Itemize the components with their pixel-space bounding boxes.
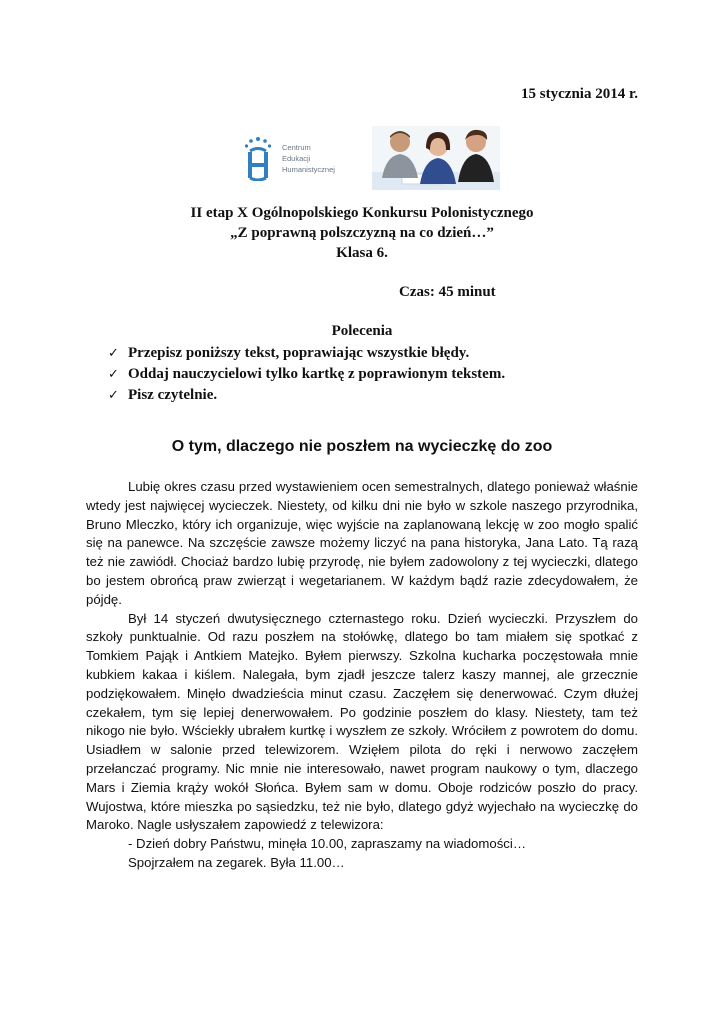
document-date: 15 stycznia 2014 r. — [521, 86, 638, 102]
logo-line-1: Centrum — [282, 142, 311, 152]
instruction-item — [108, 385, 505, 406]
heading-line-2: „Z poprawną polszczyzną na co dzień…” — [230, 225, 494, 241]
logo-line-2: Edukacji — [282, 153, 311, 163]
checkmark-icon: ✓ — [108, 388, 119, 403]
logo-line-3: Humanistycznej — [282, 164, 335, 174]
essay-body — [86, 478, 638, 873]
instructions-list — [108, 343, 505, 406]
heading-line-3: Klasa 6. — [336, 245, 388, 261]
heading-line-1: II etap X Ogólnopolskiego Konkursu Polonistycznego — [190, 205, 534, 221]
students-photo — [372, 126, 500, 190]
instruction-text: Przepisz poniższy tekst, poprawiając wszystkie błędy. — [128, 345, 470, 361]
checkmark-icon: ✓ — [108, 346, 119, 361]
essay-title: O tym, dlaczego nie poszłem na wycieczkę do zoo — [171, 438, 553, 455]
checkmark-icon: ✓ — [108, 367, 119, 382]
institution-logo — [226, 125, 500, 191]
time-limit: Czas: 45 minut — [399, 284, 496, 300]
essay-final-line: Spojrzałem na zegarek. Była 11.00… — [128, 854, 345, 870]
essay-paragraph: Był 14 styczeń dwutysięcznego czternastego roku. Dzień wycieczki. Przyszłem do szkoły punktualnie. Od razu poszłem na stołówkę, dlatego bo tam miałem się spotkać z Tomkiem Pająk i Antkiem Matejko. Byłem pierwszy. Szkolna kucharka poczęstowała mnie kubkiem kakaa i kiślem. Nalegała, bym zjadł jeszcze talerz kaszy mannej, ale grzecznie podziękowałem. Minęło dwadzieścia minut czasu. Zaczęłem się denerwować. Czym dłużej czekałem, tym się lepiej denerwowałem. Po godzinie poszłem do klasy. Niestety, tam też nikogo nie było. Wściekły ubrałem kurtkę i wyszłem ze szkoły. Wróciłem z powrotem do domu. Usiadłem w salonie przed telewizorem. Wzięłem pilota do ręki i nerwowo zaczęłem przełanczać programy. Nic mnie nie interesowało, nawet program naukowy o tym, dlaczego Mars i Ziemia krąży wokół Słońca. Byłem sam w domu. Oboje rodziców poszło do pracy. Wujostwa, które mieszka po sąsiedzku, też nie było, dlatego gdyż wyjechało na wycieczkę do Maroko. Nagle usłyszałem zapowiedź z telewizora: — [86, 610, 638, 833]
contest-heading — [0, 203, 724, 263]
logo-text — [282, 142, 352, 175]
instruction-text: Oddaj nauczycielowi tylko kartkę z poprawionym tekstem. — [128, 366, 506, 382]
essay-paragraph: Lubię okres czasu przed wystawieniem ocen semestralnych, dlatego ponieważ właśnie wtedy jest najwięcej wycieczek. Niestety, od kilku dni nie było w szkole naszego przyrodnika, Bruno Mleczko, który ich organizuje, więc wyjście na zaplanowaną lekcję w zoo mogło spalić się na panewce. Na szczęście zawsze możemy liczyć na pana historyka, Jana Lato. Tą razą też nie zawiódł. Chociaż bardzo lubię przyrodę, nie byłem zadowolony z tej wycieczki, dlatego bo jestem obrońcą praw zwierząt i wegetarianem. W każdym bądź razie zdecydowałem, że pójdę. — [86, 479, 638, 607]
instructions-title: Polecenia — [331, 323, 393, 339]
instruction-text: Pisz czytelnie. — [128, 387, 218, 403]
instruction-item — [108, 343, 505, 364]
instruction-item — [108, 364, 505, 385]
essay-dialogue-line: - Dzień dobry Państwu, minęła 10.00, zapraszamy na wiadomości… — [128, 836, 527, 852]
ceh-logo-icon — [242, 135, 274, 181]
